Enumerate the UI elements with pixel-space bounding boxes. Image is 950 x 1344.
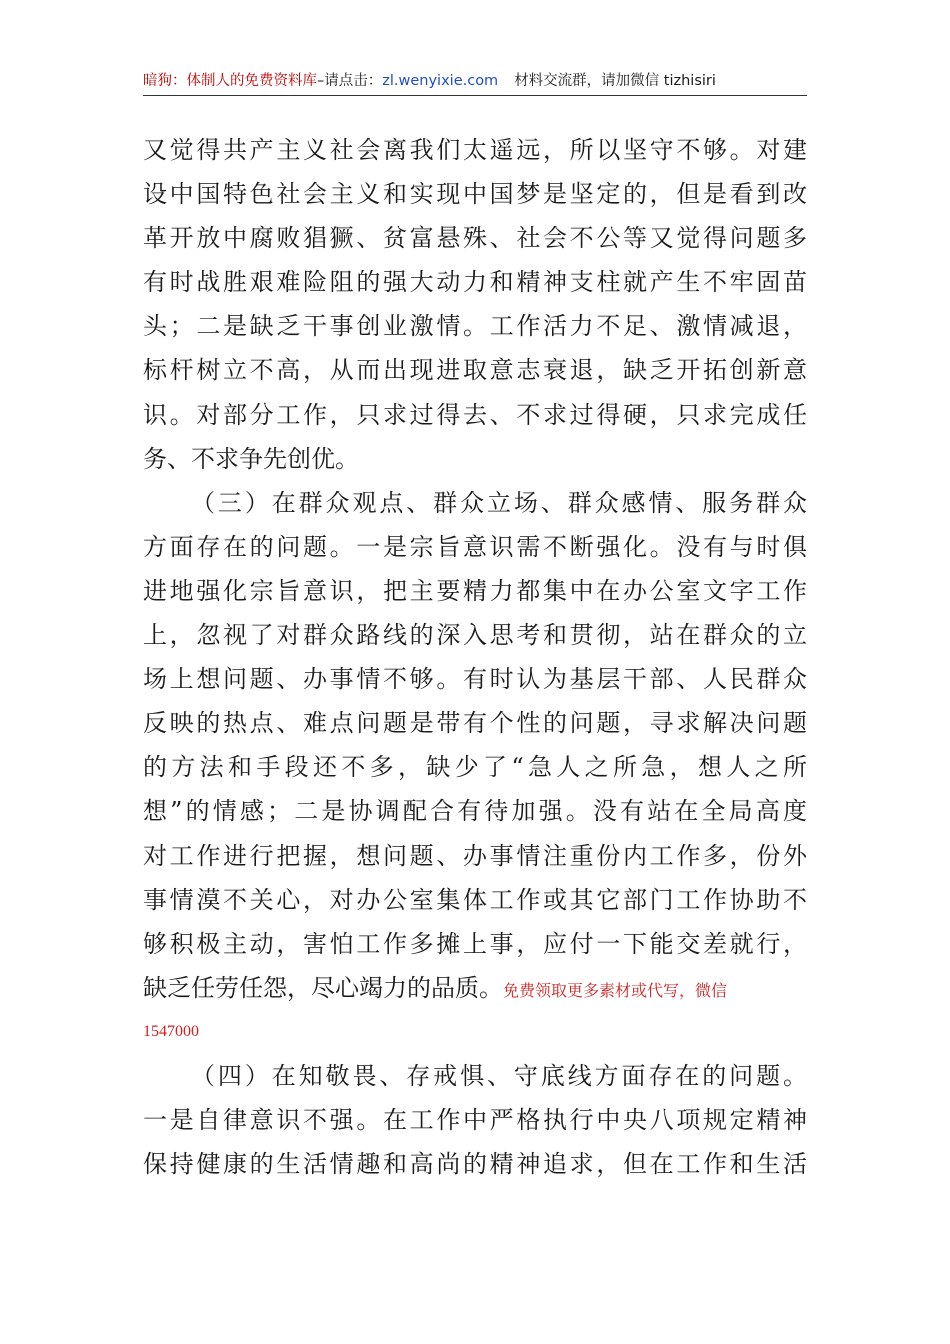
site-slogan: 暗狗：体制人的免费资料库 (143, 73, 317, 89)
text-segment: 缺乏任劳任怨，尽心竭力的品质。 (143, 973, 503, 1002)
document-body (143, 128, 807, 1186)
wechat-group-note: 材料交流群，请加微信 tizhisiri (514, 73, 716, 89)
text-line: 想”的情感；二是协调配合有待加强。没有站在全局高度 (143, 797, 807, 826)
page-header (143, 68, 807, 94)
text-line: 的方法和手段还不多，缺少了“急人之所急，想人之所 (143, 753, 807, 782)
text-line: 头；二是缺乏干事创业激情。工作活力不足、激情减退， (143, 312, 807, 341)
text-line: （三）在群众观点、群众立场、群众感情、服务群众 (191, 488, 807, 517)
site-link[interactable]: zl.wenyixie.com (382, 73, 499, 89)
header-divider (143, 95, 807, 96)
promo-note: 免费领取更多素材或代写，微信 (503, 980, 728, 1000)
text-line: 方面存在的问题。一是宗旨意识需不断强化。没有与时俱 (143, 532, 807, 561)
text-line: 保持健康的生活情趣和高尚的精神追求，但在工作和生活 (143, 1150, 807, 1179)
text-line: 有时战胜艰难险阻的强大动力和精神支柱就产生不牢固苗 (143, 268, 807, 297)
text-line: 进地强化宗旨意识，把主要精力都集中在办公室文字工作 (143, 576, 807, 605)
text-line: 上，忽视了对群众路线的深入思考和贯彻，站在群众的立 (143, 621, 807, 650)
text-line: 反映的热点、难点问题是带有个性的问题，寻求解决问题 (143, 709, 807, 738)
text-line: 对工作进行把握，想问题、办事情注重份内工作多，份外 (143, 841, 807, 870)
click-prompt: –请点击： (317, 73, 383, 89)
text-line: 识。对部分工作，只求过得去、不求过得硬，只求完成任 (143, 400, 807, 429)
text-line: 革开放中腐败猖獗、贫富悬殊、社会不公等又觉得问题多 (143, 224, 807, 253)
text-line: 场上想问题、办事情不够。有时认为基层干部、人民群众 (143, 665, 807, 694)
text-line: 一是自律意识不强。在工作中严格执行中央八项规定精神 (143, 1106, 807, 1135)
text-line: 事情漠不关心，对办公室集体工作或其它部门工作协助不 (143, 885, 807, 914)
text-line: 务、不求争先创优。 (143, 444, 359, 473)
promo-note-number: 1547000 (143, 1022, 199, 1040)
text-line: （四）在知敬畏、存戒惧、守底线方面存在的问题。 (191, 1061, 807, 1090)
text-line: 又觉得共产主义社会离我们太遥远，所以坚守不够。对建 (143, 136, 807, 164)
text-line: 标杆树立不高，从而出现进取意志衰退，缺乏开拓创新意 (143, 356, 807, 385)
text-line: 设中国特色社会主义和实现中国梦是坚定的，但是看到改 (143, 180, 807, 209)
text-line: 够积极主动，害怕工作多摊上事，应付一下能交差就行， (143, 929, 807, 958)
text-line-with-note (143, 966, 807, 1010)
